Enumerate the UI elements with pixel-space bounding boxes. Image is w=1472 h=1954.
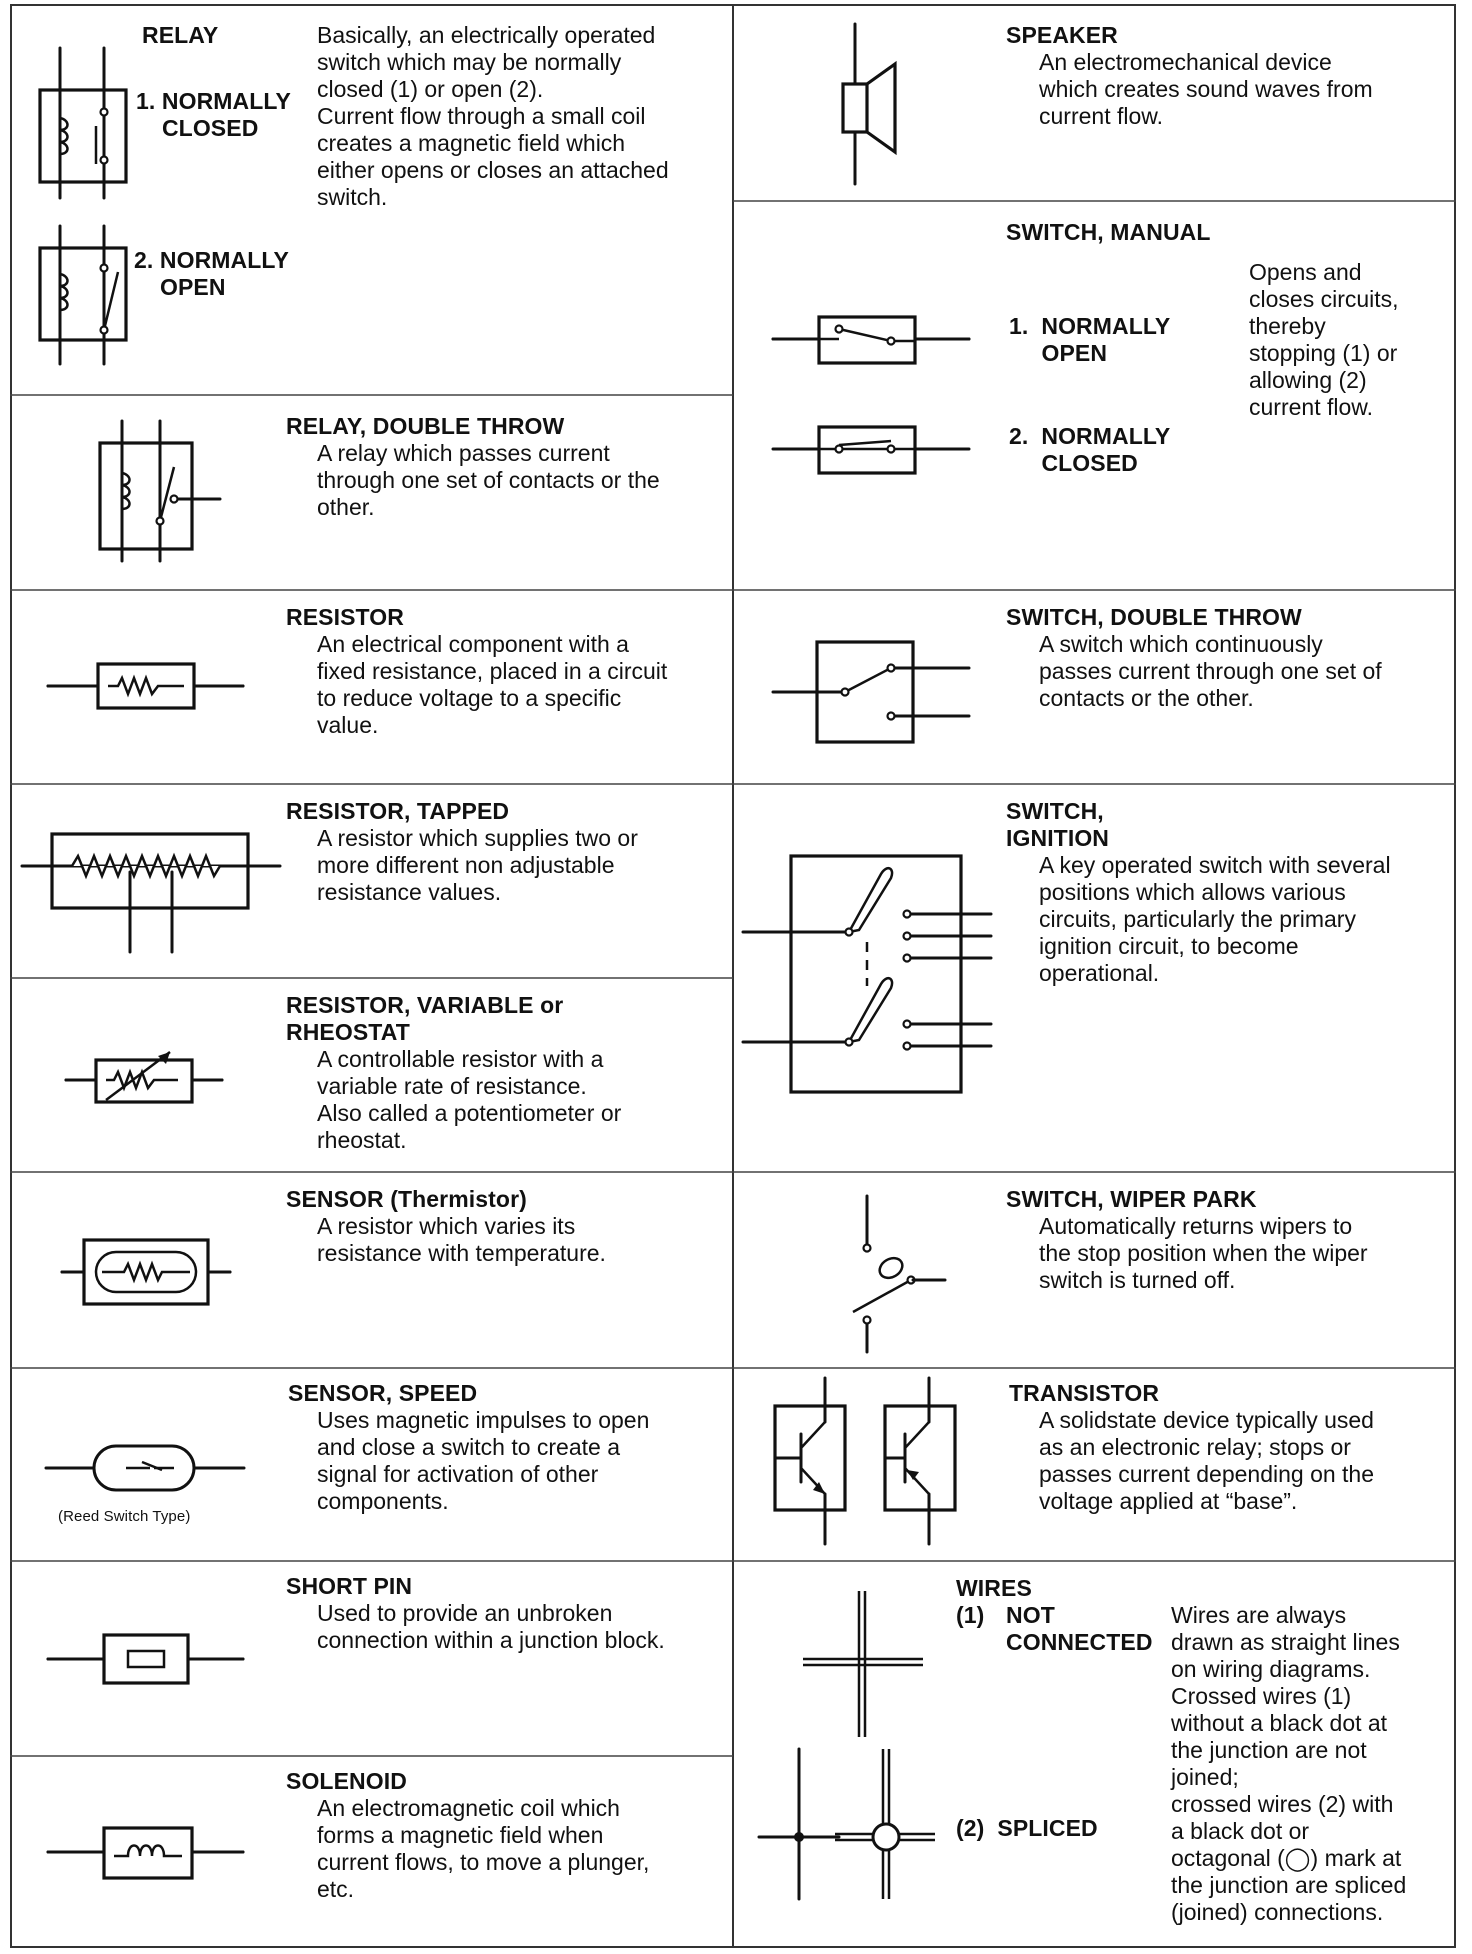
reed-switch-symbol (46, 1438, 246, 1498)
thermistor-symbol (62, 1228, 232, 1318)
wires-spliced-label: (2) SPLICED (956, 1815, 1098, 1841)
rheostat-symbol (66, 1040, 236, 1120)
sensor-speed-entry (10, 1368, 733, 1561)
solenoid-title: SOLENOID (286, 1768, 407, 1794)
resistor-tapped-description: A resistor which supplies two or more different non adjustable resistance values. (317, 825, 638, 905)
solenoid-entry (10, 1756, 733, 1948)
resistor-variable-entry (10, 978, 733, 1172)
switch-wiper-park-entry (733, 1172, 1456, 1368)
short-pin-description: Used to provide an unbroken connection within a junction block. (317, 1600, 665, 1653)
switch-ignition-description: A key operated switch with several positions which allows various circuits, particularly the primary ignition circuit, to become operational. (1039, 852, 1391, 986)
ignition-switch-symbol (743, 846, 1013, 1096)
transistor-title: TRANSISTOR (1009, 1380, 1160, 1406)
relay-double-throw-symbol (90, 421, 240, 567)
resistor-variable-title: RESISTOR, VARIABLE or RHEOSTAT (286, 992, 564, 1045)
speaker-description: An electromechanical device which creates sound waves from current flow. (1039, 49, 1373, 129)
sensor-speed-description: Uses magnetic impulses to open and close a switch to create a signal for activation of other components. (317, 1407, 650, 1514)
reed-switch-caption: (Reed Switch Type) (58, 1508, 191, 1525)
resistor-entry (10, 590, 733, 784)
switch-double-throw-symbol (773, 638, 973, 748)
relay-description: Basically, an electrically operated switch which may be normally closed (1) or open (2). Current flow through a small coil creates a magnetic field which either opens or closes an attached switch. (317, 22, 669, 210)
wires-entry (733, 1561, 1456, 1948)
wires-not-connected-symbol (803, 1591, 933, 1741)
switch-ignition-entry (733, 784, 1456, 1172)
wires-not-connected-number: (1) (956, 1602, 985, 1628)
speaker-entry (733, 4, 1456, 201)
switch-ignition-title: SWITCH, IGNITION (1006, 798, 1110, 851)
sensor-speed-title: SENSOR, SPEED (288, 1380, 478, 1406)
switch-double-throw-title: SWITCH, DOUBLE THROW (1006, 604, 1302, 630)
relay-normally-open-symbol (30, 226, 140, 376)
short-pin-title: SHORT PIN (286, 1573, 413, 1599)
switch-normally-closed-symbol (773, 421, 973, 481)
wires-not-connected-label: NOT CONNECTED (1006, 1602, 1153, 1655)
switch-normally-open-symbol (773, 309, 973, 369)
switch-manual-no-label: 1. NORMALLY OPEN (1009, 313, 1171, 366)
resistor-symbol (48, 656, 248, 716)
relay-no-label: 2. NORMALLY OPEN (134, 247, 289, 300)
resistor-tapped-title: RESISTOR, TAPPED (286, 798, 510, 824)
switch-manual-nc-label: 2. NORMALLY CLOSED (1009, 423, 1171, 476)
switch-wiper-park-description: Automatically returns wipers to the stop position when the wiper switch is turned off. (1039, 1213, 1368, 1293)
relay-normally-closed-symbol (30, 48, 140, 198)
sensor-thermistor-description: A resistor which varies its resistance with temperature. (317, 1213, 606, 1266)
relay-nc-label: 1. NORMALLY CLOSED (136, 88, 291, 141)
relay-double-throw-title: RELAY, DOUBLE THROW (286, 413, 565, 439)
short-pin-symbol (48, 1629, 248, 1689)
speaker-title: SPEAKER (1006, 22, 1118, 48)
wires-spliced-symbol (759, 1749, 919, 1909)
sensor-thermistor-entry (10, 1172, 733, 1368)
relay-entry (10, 4, 733, 395)
resistor-title: RESISTOR (286, 604, 404, 630)
switch-double-throw-entry (733, 590, 1456, 784)
transistor-npn-symbol (771, 1378, 861, 1548)
wires-title: WIRES (956, 1575, 1032, 1601)
relay-double-throw-description: A relay which passes current through one set of contacts or the other. (317, 440, 660, 520)
resistor-description: An electrical component with a fixed resistance, placed in a circuit to reduce voltage to a specific value. (317, 631, 668, 738)
relay-double-throw-entry (10, 395, 733, 590)
short-pin-entry (10, 1561, 733, 1756)
resistor-variable-description: A controllable resistor with a variable rate of resistance. Also called a potentiometer or rheostat. (317, 1046, 622, 1153)
relay-title: RELAY (142, 22, 219, 48)
switch-wiper-park-title: SWITCH, WIPER PARK (1006, 1186, 1257, 1212)
resistor-tapped-entry (10, 784, 733, 978)
solenoid-symbol (48, 1820, 248, 1880)
wires-description: Wires are always drawn as straight lines on wiring diagrams. Crossed wires (1) without a black dot at the junction are not joined; crossed wires (2) with a black dot or octagonal (◯) mark at the junction are spliced (joined) connections. (1171, 1602, 1407, 1925)
wiper-park-switch-symbol (809, 1196, 949, 1356)
resistor-tapped-symbol (22, 824, 282, 954)
symbol-reference-sheet (10, 4, 1456, 1948)
switch-manual-description: Opens and closes circuits, thereby stopping (1) or allowing (2) current flow. (1249, 259, 1399, 420)
transistor-pnp-symbol (881, 1378, 971, 1548)
transistor-entry (733, 1368, 1456, 1561)
speaker-symbol (833, 24, 913, 184)
sensor-thermistor-title: SENSOR (Thermistor) (286, 1186, 527, 1212)
switch-manual-entry (733, 201, 1456, 590)
switch-double-throw-description: A switch which continuously passes current through one set of contacts or the other. (1039, 631, 1382, 711)
transistor-description: A solidstate device typically used as an electronic relay; stops or passes current depending on the voltage applied at “base”. (1039, 1407, 1375, 1514)
switch-manual-title: SWITCH, MANUAL (1006, 219, 1211, 245)
solenoid-description: An electromagnetic coil which forms a magnetic field when current flows, to move a plunger, etc. (317, 1795, 650, 1902)
